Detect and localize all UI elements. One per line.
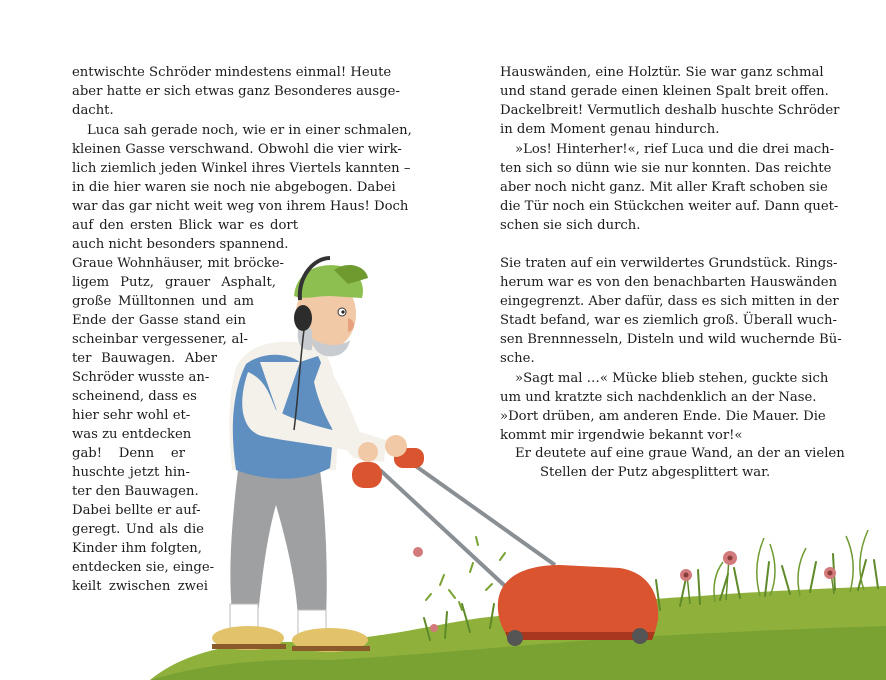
text-line: ter Bauwagen. Aber: [72, 351, 217, 366]
text-line: ter den Bauwagen.: [72, 484, 199, 499]
text-line: Stadt befand, war es ziemlich groß. Überall wuch-: [500, 313, 837, 328]
text-line: die Tür noch ein Stückchen weiter auf. Dann quet-: [500, 199, 839, 214]
text-line: Dackelbreit! Vermutlich deshalb huschte Schröder: [500, 103, 840, 118]
lawn-mower: [352, 448, 658, 646]
text-line: Kinder ihm folgten,: [72, 541, 202, 556]
text-line: Hauswänden, eine Holztür. Sie war ganz schmal: [500, 65, 824, 80]
text-line: war das gar nicht weit weg von ihrem Haus! Doch: [72, 199, 409, 214]
text-line: scheinend, dass es: [72, 389, 197, 404]
text-line: herum war es von den benachbarten Hauswänden: [500, 275, 838, 290]
text-line: große Mülltonnen und am: [72, 294, 254, 309]
text-line: entdecken sie, einge-: [72, 560, 215, 575]
text-line: in dem Moment genau hindurch.: [500, 122, 720, 137]
text-line: auf den ersten Blick war es dort: [72, 218, 298, 233]
text-line: ten sich so dünn wie sie nur konnten. Das reichte: [500, 161, 832, 176]
text-line: hier sehr wohl et-: [72, 408, 191, 423]
text-line: huschte jetzt hin-: [72, 465, 190, 480]
old-man: [212, 258, 407, 652]
text-line: Stellen der Putz abgesplittert war.: [540, 465, 771, 480]
text-line: ligem Putz, grauer Asphalt,: [72, 275, 276, 290]
text-line: lich ziemlich jeden Winkel ihres Viertels kannten –: [72, 161, 411, 176]
text-line: was zu entdecken: [72, 427, 192, 442]
text-line: Dabei bellte er auf-: [72, 503, 201, 518]
text-line: »Los! Hinterher!«, rief Luca und die drei mach-: [515, 142, 835, 157]
text-line: »Dort drüben, am anderen Ende. Die Mauer. Die: [500, 409, 826, 424]
text-line: geregt. Und als die: [72, 522, 204, 537]
text-line: auch nicht besonders spannend.: [72, 237, 289, 252]
text-line: Schröder wusste an-: [72, 370, 210, 385]
text-line: Ende der Gasse stand ein: [72, 313, 246, 328]
text-line: entwischte Schröder mindestens einmal! Heute: [72, 65, 392, 80]
text-line: um und kratzte sich nachdenklich an der Nase.: [500, 390, 817, 405]
text-line: gab! Denn er: [72, 446, 185, 461]
text-line: keilt zwischen zwei: [72, 579, 208, 594]
text-line: dacht.: [72, 103, 114, 118]
text-line: Sie traten auf ein verwildertes Grundstück. Rings-: [500, 256, 838, 271]
text-line: sche.: [500, 351, 535, 366]
text-line: Er deutete auf eine graue Wand, an der an vielen: [515, 446, 845, 461]
text-line: sen Brennnesseln, Disteln und wild wuchernde Bü-: [500, 332, 842, 347]
text-line: scheinbar vergessener, al-: [72, 332, 248, 347]
text-line: schen sie sich durch.: [500, 218, 641, 233]
text-line: »Sagt mal …« Mücke blieb stehen, guckte sich: [515, 371, 829, 386]
text-line: Luca sah gerade noch, wie er in einer schmalen,: [87, 123, 412, 138]
text-line: aber noch nicht ganz. Mit aller Kraft schoben sie: [500, 180, 828, 195]
text-line: aber hatte er sich etwas ganz Besonderes ausge-: [72, 84, 400, 99]
text-line: kommt mir irgendwie bekannt vor!«: [500, 428, 743, 443]
text-line: eingegrenzt. Aber dafür, dass es sich mitten in der: [500, 294, 839, 309]
text-line: Graue Wohnhäuser, mit bröcke-: [72, 256, 284, 271]
text-line: in die hier waren sie noch nie abgebogen. Dabei: [72, 180, 396, 195]
text-line: und stand gerade einen kleinen Spalt breit offen.: [500, 84, 829, 99]
text-line: kleinen Gasse verschwand. Obwohl die vier wirk-: [72, 142, 402, 157]
